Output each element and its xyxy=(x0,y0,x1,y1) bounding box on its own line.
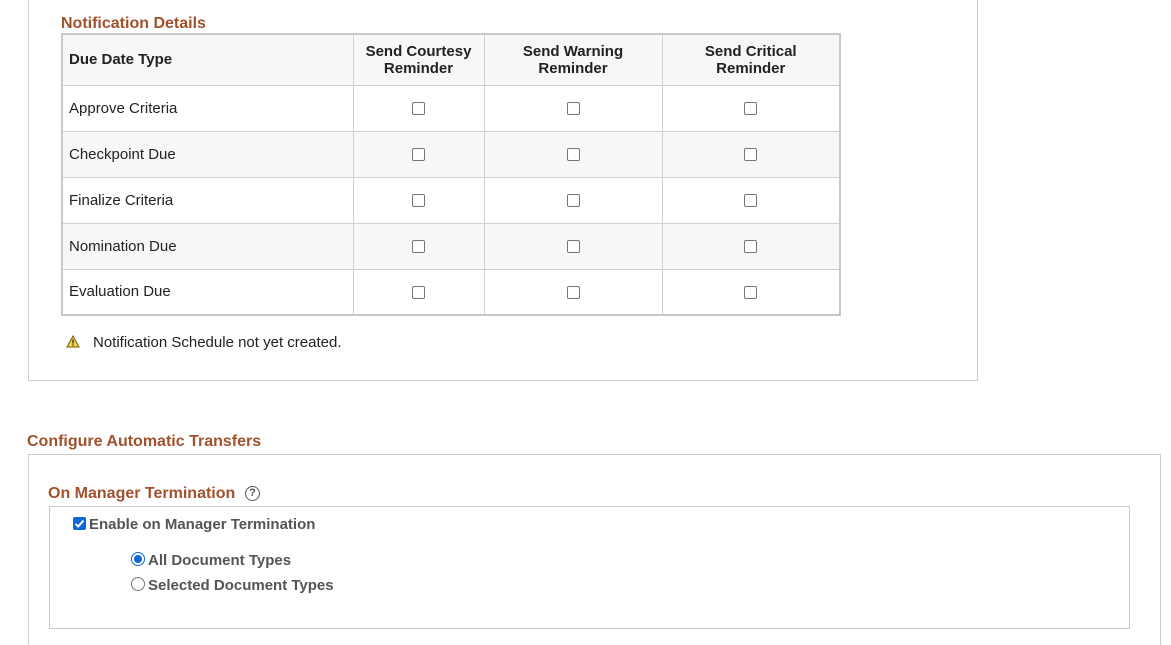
warning-text: Notification Schedule not yet created. xyxy=(93,334,342,351)
critical-reminder-checkbox[interactable] xyxy=(744,240,757,253)
checkbox-checked-icon xyxy=(73,517,86,530)
table-row xyxy=(62,269,840,315)
column-header-due-date-type: Due Date Type xyxy=(62,34,353,85)
courtesy-reminder-checkbox[interactable] xyxy=(412,286,425,299)
radio-selected-icon xyxy=(131,552,145,566)
table-row xyxy=(62,131,840,177)
table-header-row xyxy=(62,34,840,85)
enable-manager-termination-label: Enable on Manager Termination xyxy=(89,516,316,533)
enable-manager-termination-checkbox[interactable] xyxy=(73,516,315,534)
courtesy-reminder-checkbox[interactable] xyxy=(412,194,425,207)
radio-unselected-icon xyxy=(131,577,145,591)
table-row xyxy=(62,177,840,223)
warning-reminder-checkbox[interactable] xyxy=(567,286,580,299)
notification-table xyxy=(61,33,841,316)
column-header-warning: Send Warning Reminder xyxy=(484,34,662,85)
row-label: Nomination Due xyxy=(62,223,353,269)
column-header-critical: Send Critical Reminder xyxy=(662,34,840,85)
warning-reminder-checkbox[interactable] xyxy=(567,240,580,253)
selected-document-types-radio[interactable] xyxy=(131,577,334,595)
table-row xyxy=(62,85,840,131)
critical-reminder-checkbox[interactable] xyxy=(744,194,757,207)
table-row xyxy=(62,223,840,269)
row-label: Evaluation Due xyxy=(62,269,353,315)
notification-details-title: Notification Details xyxy=(61,15,206,32)
courtesy-reminder-checkbox[interactable] xyxy=(412,148,425,161)
notification-warning-message xyxy=(66,334,341,351)
critical-reminder-checkbox[interactable] xyxy=(744,148,757,161)
row-label: Approve Criteria xyxy=(62,85,353,131)
help-circle-icon[interactable]: ? xyxy=(245,486,260,501)
warning-reminder-checkbox[interactable] xyxy=(567,194,580,207)
selected-document-types-label: Selected Document Types xyxy=(148,577,334,594)
warning-triangle-icon xyxy=(66,335,80,348)
critical-reminder-checkbox[interactable] xyxy=(744,286,757,299)
all-document-types-radio[interactable] xyxy=(131,552,291,570)
courtesy-reminder-checkbox[interactable] xyxy=(412,240,425,253)
critical-reminder-checkbox[interactable] xyxy=(744,102,757,115)
all-document-types-label: All Document Types xyxy=(148,552,292,569)
row-label: Finalize Criteria xyxy=(62,177,353,223)
configure-automatic-transfers-title: Configure Automatic Transfers xyxy=(27,433,262,450)
on-manager-termination-title: On Manager Termination xyxy=(48,485,236,502)
courtesy-reminder-checkbox[interactable] xyxy=(412,102,425,115)
warning-reminder-checkbox[interactable] xyxy=(567,148,580,161)
column-header-courtesy: Send Courtesy Reminder xyxy=(353,34,484,85)
warning-reminder-checkbox[interactable] xyxy=(567,102,580,115)
row-label: Checkpoint Due xyxy=(62,131,353,177)
